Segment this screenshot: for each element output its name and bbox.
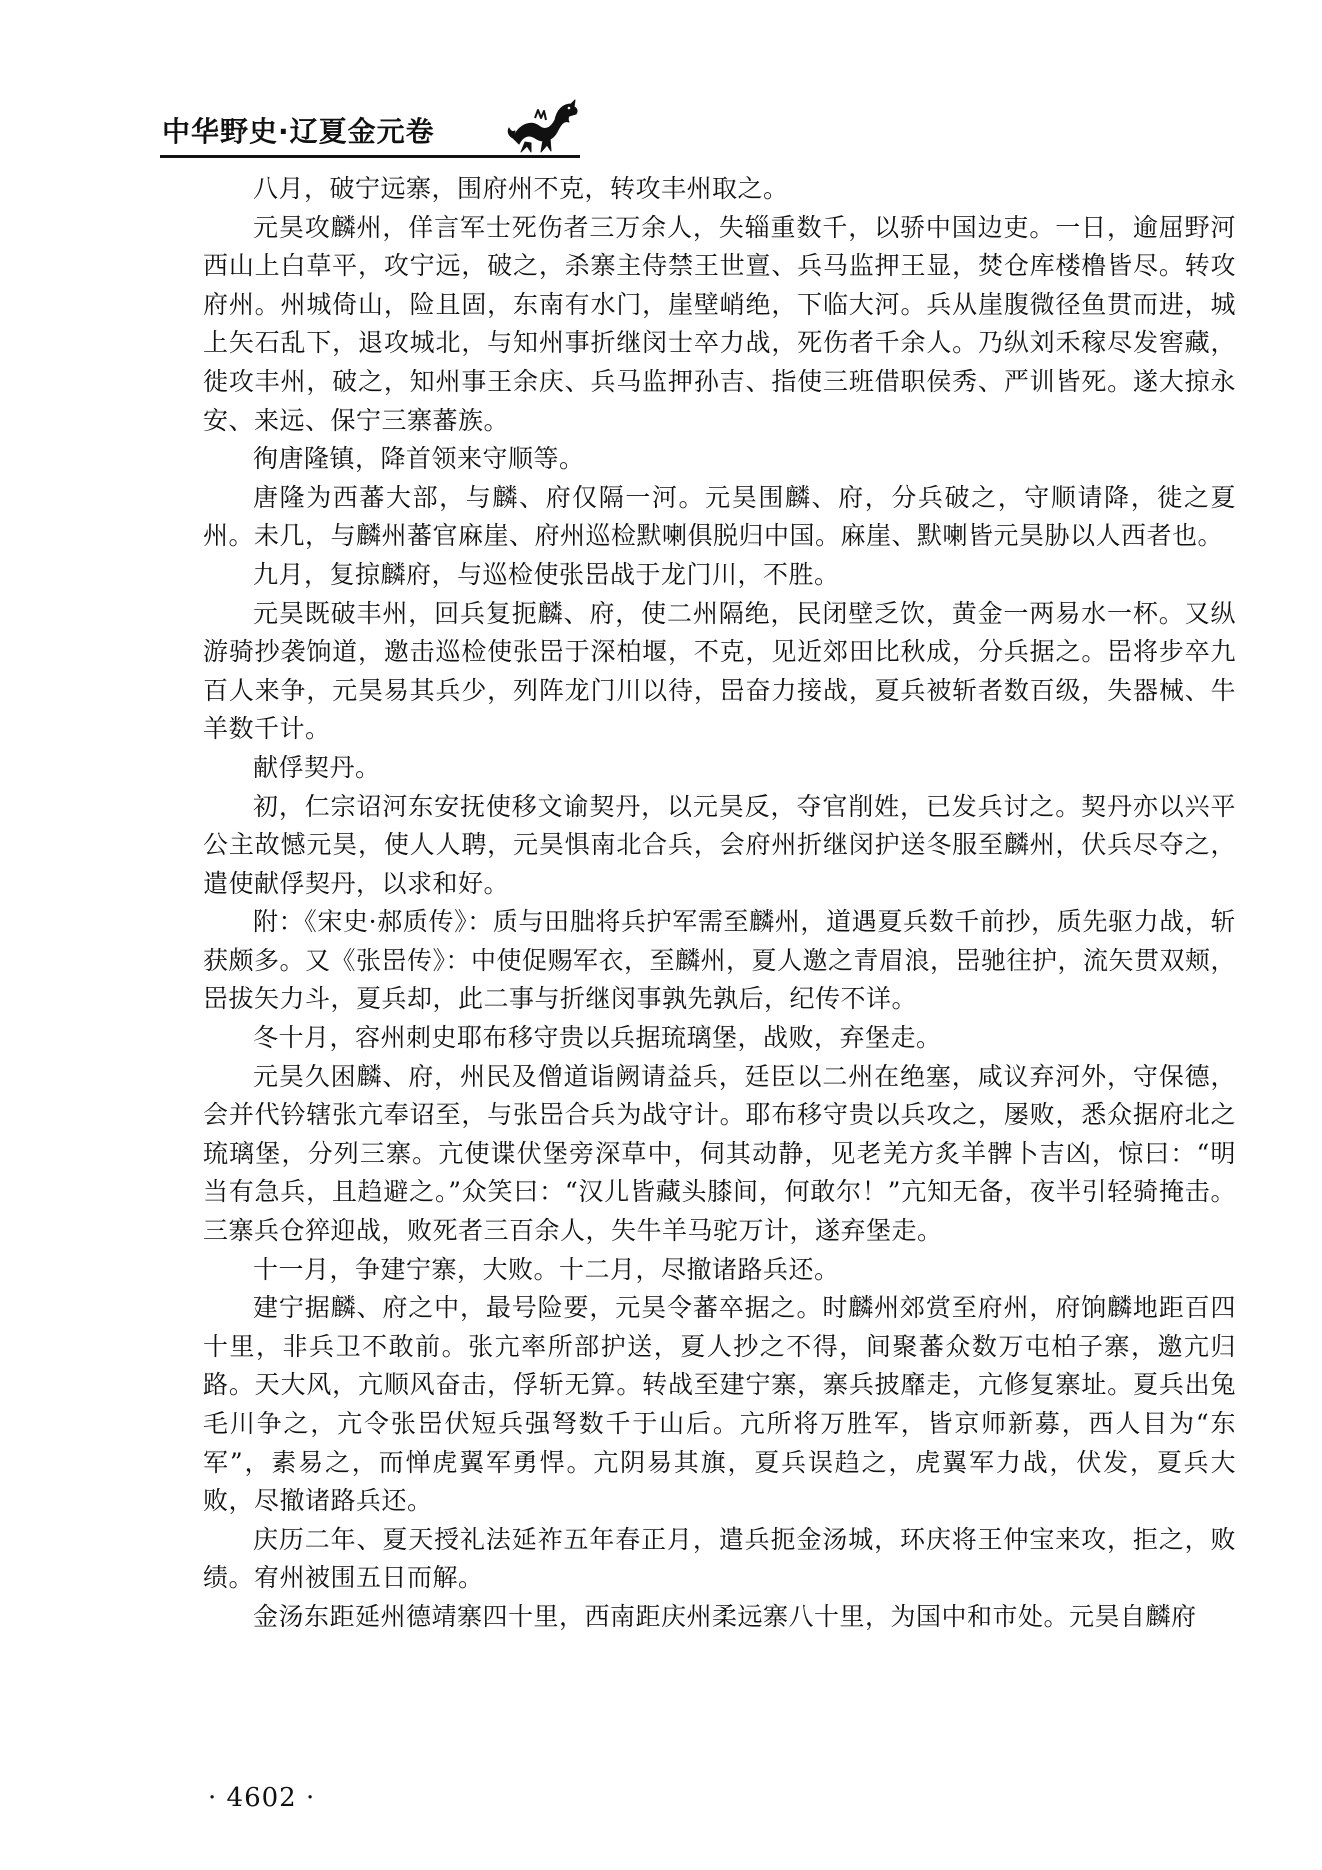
paragraph: 献俘契丹。 [253, 752, 381, 782]
paragraph: 八月，破宁远寨，围府州不克，转攻丰州取之。 [253, 174, 789, 203]
paragraph: 元昊攻麟州，佯言军士死伤者三万余人，失辎重数千，以骄中国边吏。一日，逾屈野河西山上白草平，攻宁远，破之，杀寨主侍禁王世亶、兵马监押王显，焚仓库楼橹皆尽。转攻府州。州城倚山，险且固，东南有水门，崖壁峭绝，下临大河。兵从崖腹微径鱼贯而进，城上矢石乱下，退攻城北，与知州事折继闵士卒力战，死伤者千余人。乃纵刘禾稼尽发窖藏，徙攻丰州，破之，知州事王余庆、兵马监押孙吉、指使三班借职侯秀、严训皆死。遂大掠永安、来远、保宁三寨蕃族。 [203, 212, 1236, 435]
page-number: · 4602 · [208, 1783, 316, 1813]
running-header [160, 98, 580, 158]
paragraph: 元昊既破丰州，回兵复扼麟、府，使二州隔绝，民闭壁乏饮，黄金一两易水一杯。又纵游骑抄袭饷道，邀击巡检使张岊于深柏堰，不克，见近郊田比秋成，分兵据之。岊将步卒九百人来争，元昊易其兵少，列阵龙门川以待，岊奋力接战，夏兵被斩者数百级，失器械、牛羊数千计。 [203, 598, 1236, 744]
book-title: 中华野史·辽夏金元卷 [162, 115, 435, 148]
paragraph: 建宁据麟、府之中，最号险要，元昊令蕃卒据之。时麟州郊赏至府州，府饷麟地距百四十里，非兵卫不敢前。张亢率所部护送，夏人抄之不得，间聚蕃众数万屯柏子寨，邀亢归路。天大风，亢顺风奋击，俘斩无算。转战至建宁寨，寨兵披靡走，亢修复寨址。夏兵出兔毛川争之，亢令张岊伏短兵强弩数千于山后。亢所将万胜军，皆京师新募，西人目为“东军”，素易之，而惮虎翼军勇悍。亢阴易其旗，夏兵误趋之，虎翼军力战，伏发，夏兵大败，尽撤诸路兵还。 [203, 1293, 1236, 1516]
paragraph: 冬十月，容州刺史耶布移守贵以兵据琉璃堡，战败，弃堡走。 [253, 1023, 942, 1053]
body-text [203, 170, 1236, 1637]
paragraph: 九月，复掠麟府，与巡检使张岊战于龙门川，不胜。 [253, 559, 840, 589]
dragon-emblem-icon [505, 98, 580, 154]
paragraph: 庆历二年、夏天授礼法延祚五年春正月，遣兵扼金汤城，环庆将王仲宝来攻，拒之，败绩。宥州被围五日而解。 [203, 1524, 1236, 1593]
paragraph: 元昊久困麟、府，州民及僧道诣阙请益兵，廷臣以二州在绝塞，咸议弃河外，守保德，会并代钤辖张亢奉诏至，与张岊合兵为战守计。耶布移守贵以兵攻之，屡败，悉众据府北之琉璃堡，分列三寨。亢使谍伏堡旁深草中，伺其动静，见老羌方炙羊髀卜吉凶，惊曰：“明当有急兵，且趋避之。”众笑曰：“汉儿皆藏头膝间，何敢尔！”亢知无备，夜半引轻骑掩击。三寨兵仓猝迎战，败死者三百余人，失牛羊马驼万计，遂弃堡走。 [203, 1061, 1236, 1246]
paragraph: 金汤东距延州德靖寨四十里，西南距庆州柔远寨八十里，为国中和市处。元昊自麟府 [253, 1601, 1197, 1631]
header-rule [160, 155, 580, 158]
paragraph: 唐隆为西蕃大部，与麟、府仅隔一河。元昊围麟、府，分兵破之，守顺请降，徙之夏州。未几，与麟州蕃官麻崖、府州巡检默喇俱脱归中国。麻崖、默喇皆元昊胁以人西者也。 [203, 482, 1236, 551]
paragraph: 十一月，争建宁寨，大败。十二月，尽撤诸路兵还。 [253, 1254, 840, 1284]
paragraph: 徇唐隆镇，降首领来守顺等。 [253, 444, 585, 474]
paragraph: 初，仁宗诏河东安抚使移文谕契丹，以元昊反，夺官削姓，已发兵讨之。契丹亦以兴平公主故憾元昊，使人人聘，元昊惧南北合兵，会府州折继闵护送冬服至麟州，伏兵尽夺之，遣使献俘契丹，以求和好。 [203, 791, 1236, 898]
paragraph: 附：《宋史·郝质传》：质与田朏将兵护军需至麟州，道遇夏兵数千前抄，质先驱力战，斩获颇多。又《张岊传》：中使促赐军衣，至麟州，夏人邀之青眉浪，岊驰往护，流矢贯双颊，岊拔矢力斗，夏兵却，此二事与折继闵事孰先孰后，纪传不详。 [203, 907, 1237, 1014]
